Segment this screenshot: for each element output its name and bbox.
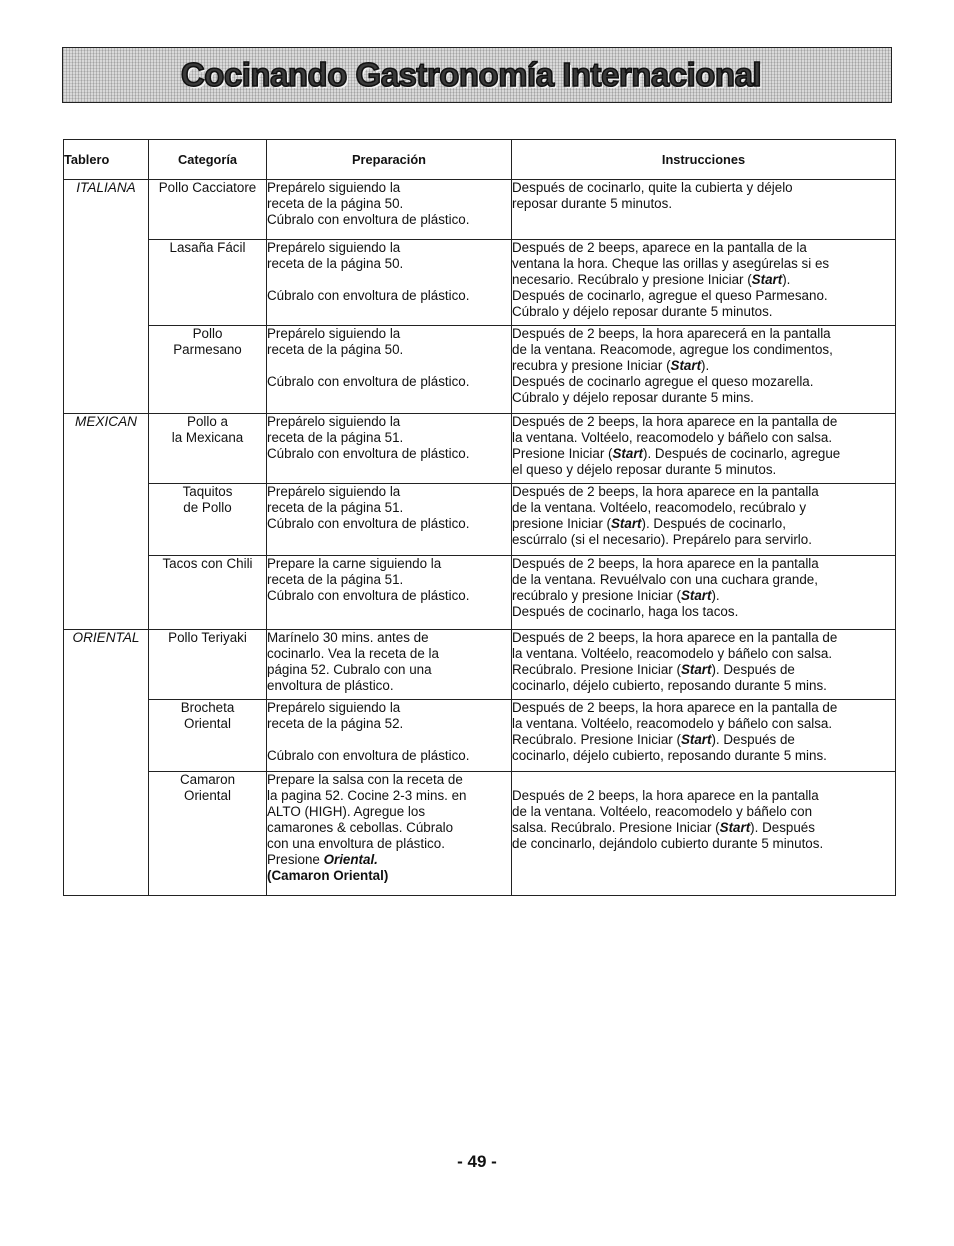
text-line: Cúbralo y déjelo reposar durante 5 minutos.	[512, 304, 773, 319]
preparacion-cell	[267, 240, 512, 326]
text-line: salsa. Recúbralo. Presione Iniciar (Start). Después	[512, 820, 815, 835]
blank-line	[267, 358, 511, 374]
text-line: Brocheta	[180, 700, 235, 715]
text-line: Cúbralo con envoltura de plástico.	[267, 212, 470, 227]
text-line: Cúbralo y déjelo reposar durante 5 mins.	[512, 390, 754, 405]
text-line: Presione Iniciar (Start). Después de cocinarlo, agregue	[512, 446, 841, 461]
text-line: recubra y presione Iniciar (Start).	[512, 358, 710, 373]
table-row	[64, 180, 896, 240]
text-line: de la ventana. Voltéelo, reacomodelo y báñelo con	[512, 804, 813, 819]
categoria-cell	[149, 772, 267, 896]
text-line: cocinarlo. Vea la receta de la	[267, 646, 439, 661]
text-line: Cúbralo con envoltura de plástico.	[267, 748, 470, 763]
text-line: Parmesano	[173, 342, 242, 357]
text-line: Presione Oriental.	[267, 852, 378, 867]
categoria-cell	[149, 240, 267, 326]
tablero-cell: MEXICAN	[64, 414, 149, 630]
categoria-cell	[149, 484, 267, 556]
text-line: Después de 2 beeps, la hora aparece en la pantalla	[512, 788, 819, 803]
text-line: Prepare la carne siguiendo la	[267, 556, 442, 571]
text-line: la Mexicana	[171, 430, 244, 445]
instrucciones-cell	[512, 326, 896, 414]
text-line: Después de cocinarlo, agregue el queso Parmesano.	[512, 288, 828, 303]
table-row	[64, 326, 896, 414]
text-line: envoltura de plástico.	[267, 678, 394, 693]
text-line: Camaron	[179, 772, 236, 787]
header-instrucciones: Instrucciones	[512, 140, 896, 180]
table-body	[64, 180, 896, 896]
text-line: Cúbralo con envoltura de plástico.	[267, 516, 470, 531]
text-line: Después de cocinarlo, haga los tacos.	[512, 604, 739, 619]
instrucciones-cell	[512, 772, 896, 896]
text-line: la ventana. Voltéelo, reacomodelo y báñelo con salsa.	[512, 646, 833, 661]
text-line: (Camaron Oriental)	[267, 868, 389, 883]
preparacion-cell	[267, 180, 512, 240]
text-line: Después de cocinarlo agregue el queso mozarella.	[512, 374, 814, 389]
text-line: Después de 2 beeps, la hora aparece en la pantalla	[512, 556, 819, 571]
text-line: la ventana. Voltéelo, reacomodelo y báñelo con salsa.	[512, 430, 833, 445]
preparacion-cell	[267, 772, 512, 896]
blank-line	[267, 732, 511, 748]
table-header-row	[64, 140, 896, 180]
text-line: Oriental	[184, 788, 231, 803]
instrucciones-cell	[512, 180, 896, 240]
categoria-cell	[149, 180, 267, 240]
text-line: Tacos con Chili	[162, 556, 253, 571]
categoria-cell	[149, 414, 267, 484]
text-line: Recúbralo. Presione Iniciar (Start). Después de	[512, 732, 795, 747]
categoria-cell	[149, 630, 267, 700]
text-line: la ventana. Voltéelo, reacomodelo y báñelo con salsa.	[512, 716, 833, 731]
text-line: Después de 2 beeps, aparece en la pantalla de la	[512, 240, 807, 255]
text-line: camarones & cebollas. Cúbralo	[267, 820, 454, 835]
table-row	[64, 414, 896, 484]
table-row	[64, 772, 896, 896]
preparacion-cell	[267, 414, 512, 484]
instrucciones-cell	[512, 700, 896, 772]
text-line: cocinarlo, déjelo cubierto, reposando durante 5 mins.	[512, 678, 827, 693]
text-line: Después de 2 beeps, la hora aparece en la pantalla de	[512, 414, 838, 429]
text-line: receta de la página 51.	[267, 500, 404, 515]
instrucciones-cell	[512, 630, 896, 700]
text-line: Prepárelo siguiendo la	[267, 414, 401, 429]
header-categoria: Categoría	[149, 140, 267, 180]
text-line: Recúbralo. Presione Iniciar (Start). Después de	[512, 662, 795, 677]
text-line: Lasaña Fácil	[169, 240, 246, 255]
text-line: receta de la página 50.	[267, 196, 404, 211]
text-line: receta de la página 50.	[267, 256, 404, 271]
text-line: receta de la página 52.	[267, 716, 404, 731]
text-line: Después de 2 beeps, la hora aparece en la pantalla	[512, 484, 819, 499]
categoria-cell	[149, 556, 267, 630]
page-title: Cocinando Gastronomía Internacional	[180, 56, 762, 93]
text-line: ALTO (HIGH). Agregue los	[267, 804, 426, 819]
text-line: recúbralo y presione Iniciar (Start).	[512, 588, 720, 603]
text-line: reposar durante 5 minutos.	[512, 196, 673, 211]
text-line: de la ventana. Voltéelo, reacomodelo, recúbralo y	[512, 500, 807, 515]
preparacion-cell	[267, 556, 512, 630]
text-line: Después de 2 beeps, la hora aparecerá en la pantalla	[512, 326, 831, 341]
tablero-cell: ITALIANA	[64, 180, 149, 414]
categoria-cell	[149, 326, 267, 414]
text-line: Pollo Teriyaki	[168, 630, 247, 645]
text-line: de la ventana. Reacomode, agregue los condimentos,	[512, 342, 833, 357]
text-line: receta de la página 51.	[267, 430, 404, 445]
cooking-table	[63, 139, 896, 896]
text-line: página 52. Cubralo con una	[267, 662, 432, 677]
text-line: Prepárelo siguiendo la	[267, 700, 401, 715]
text-line: escúrralo (si el necesario). Prepárelo para servirlo.	[512, 532, 812, 547]
text-line: de la ventana. Revuélvalo con una cuchara grande,	[512, 572, 818, 587]
text-line: de concinarlo, dejándolo cubierto durante 5 minutos.	[512, 836, 824, 851]
text-line: ventana la hora. Cheque las orillas y asegúrelas si es	[512, 256, 830, 271]
text-line: Cúbralo con envoltura de plástico.	[267, 446, 470, 461]
text-line: Después de cocinarlo, quite la cubierta y déjelo	[512, 180, 793, 195]
table-row	[64, 484, 896, 556]
instrucciones-cell	[512, 556, 896, 630]
table-row	[64, 240, 896, 326]
text-line: Prepárelo siguiendo la	[267, 240, 401, 255]
text-line: Oriental	[184, 716, 231, 731]
text-line: Marínelo 30 mins. antes de	[267, 630, 429, 645]
text-line: Después de 2 beeps, la hora aparece en la pantalla de	[512, 700, 838, 715]
preparacion-cell	[267, 326, 512, 414]
text-line: Cúbralo con envoltura de plástico.	[267, 288, 470, 303]
text-line: Cúbralo con envoltura de plástico.	[267, 374, 470, 389]
text-line: de Pollo	[183, 500, 232, 515]
table-row	[64, 700, 896, 772]
page-title-banner	[62, 47, 892, 103]
table-row	[64, 630, 896, 700]
instrucciones-cell	[512, 240, 896, 326]
text-line: Pollo	[192, 326, 223, 341]
text-line: Pollo a	[187, 414, 228, 429]
text-line: el queso y déjelo reposar durante 5 minutos.	[512, 462, 777, 477]
categoria-cell	[149, 700, 267, 772]
text-line: presione Iniciar (Start). Después de cocinarlo,	[512, 516, 786, 531]
text-line: Después de 2 beeps, la hora aparece en la pantalla de	[512, 630, 838, 645]
preparacion-cell	[267, 630, 512, 700]
instrucciones-cell	[512, 414, 896, 484]
preparacion-cell	[267, 484, 512, 556]
text-line: Taquitos	[182, 484, 233, 499]
text-line: Prepárelo siguiendo la	[267, 180, 401, 195]
text-line: la pagina 52. Cocine 2-3 mins. en	[267, 788, 467, 803]
blank-line	[267, 272, 511, 288]
table-row	[64, 556, 896, 630]
header-preparacion: Preparación	[267, 140, 512, 180]
text-line: Prepare la salsa con la receta de	[267, 772, 463, 787]
instrucciones-cell	[512, 484, 896, 556]
text-line: cocinarlo, déjelo cubierto, reposando durante 5 mins.	[512, 748, 827, 763]
text-line: necesario. Recúbralo y presione Iniciar (Start).	[512, 272, 791, 287]
text-line: Prepárelo siguiendo la	[267, 484, 401, 499]
text-line: Prepárelo siguiendo la	[267, 326, 401, 341]
text-line: receta de la página 50.	[267, 342, 404, 357]
text-line: con una envoltura de plástico.	[267, 836, 445, 851]
header-tablero: Tablero	[64, 140, 149, 180]
tablero-cell: ORIENTAL	[64, 630, 149, 896]
page-number: - 49 -	[457, 1152, 497, 1171]
text-line: Pollo Cacciatore	[158, 180, 257, 195]
blank-line	[512, 772, 895, 788]
text-line: Cúbralo con envoltura de plástico.	[267, 588, 470, 603]
text-line: receta de la página 51.	[267, 572, 404, 587]
preparacion-cell	[267, 700, 512, 772]
